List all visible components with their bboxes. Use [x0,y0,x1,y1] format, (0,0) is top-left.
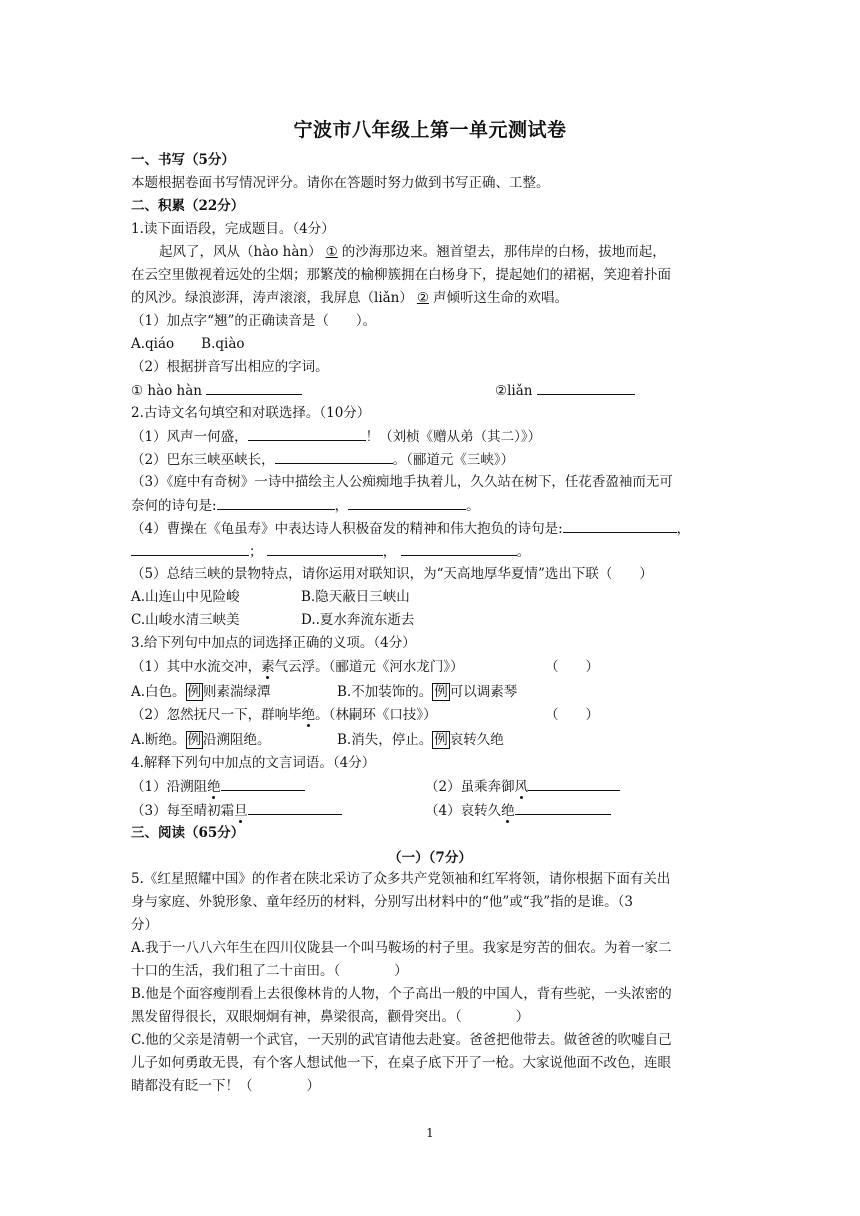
answer-blank[interactable] [206,380,302,395]
q1-sub-2: （2）根据拼音写出相应的字词。 [131,359,329,375]
q5-line-3: 分） [131,917,158,933]
reading-part-1-heading: （一）（7分） [388,850,472,866]
q5-b-line-1: B.他是个面容瘦削看上去很像林肯的人物，个子高出一般的中国人，背有些驼，一头浓密的 [131,986,672,1002]
dotted-char: 绝 [207,779,221,795]
q2-line-5: （5）总结三峡的景物特点，请你运用对联知识，为“天高地厚华夏情”选出下联（ ） [131,566,653,582]
example-box: 例 [434,684,448,700]
q2-line-2: （2）巴东三峡巫峡长， 。（郦道元《三峡》） [131,449,514,470]
q2-line-4: （4）曹操在《龟虽寿》中表达诗人积极奋发的精神和伟大抱负的诗句是: ， [131,518,690,539]
q2-option-a: A.山连山中见险峻 [131,589,240,605]
page-title: 宁波市八年级上第一单元测试卷 [293,119,567,141]
q4-item-1: （1）沿溯阻绝 [131,776,305,797]
section-1-text: 本题根据卷面书写情况评分。请你在答题时努力做到书写正确、工整。 [131,175,550,191]
q3-options-2a: A.断绝。 例 沿溯阻绝。 [131,732,271,748]
q1-passage-line-3: 的风沙。绿浪澎湃，涛声滚滚，我屏息（liǎn） ② 声倾听这生命的欢唱。 [131,290,568,306]
example-box: 例 [187,684,202,700]
answer-blank[interactable] [528,776,620,791]
answer-blank[interactable] [248,426,366,441]
example-box: 例 [434,732,448,748]
answer-blank[interactable] [537,380,635,395]
q2-line-3b: 奈何的诗句是: ， 。 [131,495,480,516]
q3-options-1b: B.不加装饰的。 例 可以调素琴 [337,684,518,700]
answer-blank[interactable] [515,800,611,815]
q5-c-line-2: 儿子如何勇敢无畏，有个客人想试他一下，在桌子底下开了一枪。大家说他面不改色，连眼 [131,1055,671,1071]
answer-blank[interactable] [131,541,249,556]
q1-passage-line-1: 起风了，风从（hào hàn） ① 的沙海那边来。翘首望去，那伟岸的白杨，拔地而起， [159,244,666,260]
answer-blank[interactable] [348,495,466,510]
section-2-heading: 二、积累（22分） [131,198,245,214]
dotted-char: 素 [261,659,275,675]
q1-sub-1: （1）加点字“翘”的正确读音是（ ）。 [131,313,377,329]
q5-c-line-1: C.他的父亲是清朝一个武官，一天别的武官请他去赴宴。爸爸把他带去。做爸爸的吹嘘自己 [131,1032,672,1048]
answer-blank[interactable] [275,449,393,464]
answer-blank[interactable] [248,800,342,815]
q1-sub-2-b: ②liǎn [495,380,635,401]
q3-answer-paren-1: （ ） [545,659,599,675]
answer-blank[interactable] [563,518,677,533]
q3-answer-paren-2: （ ） [545,707,599,723]
q4-item-3: （3）每至晴初霜旦 [131,800,342,821]
answer-blank[interactable] [217,495,335,510]
q5-a-line-2: 十口的生活，我们租了二十亩田。（ ） [131,963,408,979]
q3-sentence-1: （1）其中水流交冲，素气云浮。（郦道元《河水龙门》） [131,659,464,675]
q1-sub-1-options: A.qiáo B.qiào [131,336,245,352]
q1-sub-2-a: ① hào hàn [131,380,302,401]
q5-line-2: 身与家庭、外貌形象、童年经历的材料，分别写出材料中的“他”或“我”指的是谁。（3 [131,894,633,910]
q1-passage-line-2: 在云空里傲视着远处的尘烟；那繁茂的榆柳簇拥在白杨身下，提起她们的裙裾，笑迎着扑面 [131,267,671,283]
blank-marker-1: ① [325,244,338,260]
q5-c-line-3: 睛都没有眨一下！（ ） [131,1078,320,1094]
q4-item-2: （2）虽乘奔御风 [425,776,620,797]
page-number: 1 [426,1126,434,1140]
answer-blank[interactable] [221,776,305,791]
dotted-char: 风 [514,779,529,795]
dotted-char: 旦 [234,803,248,819]
q2-stem: 2.古诗文名句填空和对联选择。（10分） [131,405,371,421]
q3-stem: 3.给下列句中加点的词选择正确的义项。（4分） [131,635,416,651]
blank-marker-2: ② [416,290,429,306]
answer-blank[interactable] [267,541,383,556]
section-1-heading: 一、书写（5分） [131,152,235,168]
q2-line-1: （1）风声一何盛， ！（刘桢《赠从弟（其二）》） [131,426,541,447]
q4-stem: 4.解释下列句中加点的文言词语。（4分） [131,755,376,771]
q5-b-line-2: 黑发留得很长，双眼炯炯有神，鼻梁很高，颧骨突出。（ ） [131,1009,530,1025]
dotted-char: 绝 [501,803,515,819]
q4-item-4: （4）哀转久绝 [425,800,611,821]
dotted-char: 绝 [301,707,316,723]
section-3-heading: 三、阅读（65分） [131,825,245,841]
q2-line-4b: ； ， 。 [131,541,530,562]
q2-line-3: （3）《庭中有奇树》一诗中描绘主人公痴痴地手执着儿，久久站在树下，任花香盈袖而无可 [131,474,673,490]
answer-blank[interactable] [401,541,517,556]
q3-options-1a: A.白色。 例 则素湍绿潭 [131,684,271,700]
q1-stem: 1.读下面语段，完成题目。（4分） [131,221,335,237]
q2-option-b: B.隐天蔽日三峡山 [301,589,410,605]
example-box: 例 [187,732,202,748]
q2-option-d: D..夏水奔流东逝去 [301,612,415,628]
q2-option-c: C.山峻水清三峡美 [131,612,240,628]
q5-line-1: 5.《红星照耀中国》的作者在陕北采访了众多共产党领袖和红军将领，请你根据下面有关出 [131,871,671,887]
q5-a-line-1: A.我于一八八六年生在四川仪陇县一个叫马鞍场的村子里。我家是穷苦的佃农。为着一家二 [131,940,672,956]
q3-options-2b: B.消失，停止。 例 哀转久绝 [337,732,504,748]
q3-sentence-2: （2）忽然抚尺一下，群响毕绝。（林嗣环《口技》） [131,707,437,723]
